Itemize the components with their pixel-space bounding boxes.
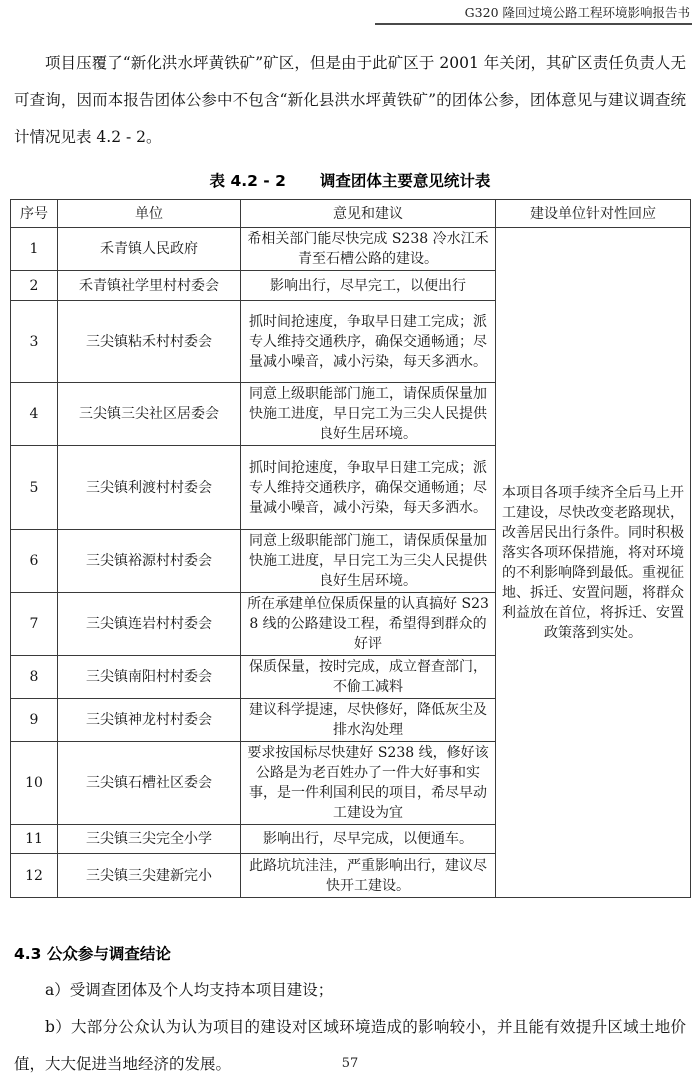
running-header bbox=[0, 0, 700, 21]
cell-serial: 5 bbox=[11, 446, 58, 530]
page-number: 57 bbox=[341, 1056, 359, 1071]
cell-opinion: 抓时间抢速度，争取早日建工完成；派专人维持交通秩序，确保交通畅通；尽量减小噪音，减小污染，每天多洒水。 bbox=[241, 446, 496, 530]
cell-opinion: 影响出行，尽早完成，以便通车。 bbox=[241, 825, 496, 854]
header-rule bbox=[375, 23, 692, 25]
cell-serial: 3 bbox=[11, 301, 58, 383]
cell-unit: 三尖镇神龙村村委会 bbox=[58, 699, 241, 742]
cell-unit: 三尖镇三尖完全小学 bbox=[58, 825, 241, 854]
cell-opinion: 建议科学提速，尽快修好，降低灰尘及排水沟处理 bbox=[241, 699, 496, 742]
cell-opinion: 所在承建单位保质保量的认真搞好 S238 线的公路建设工程，希望得到群众的好评 bbox=[241, 593, 496, 656]
cell-serial: 1 bbox=[11, 228, 58, 271]
cell-serial: 7 bbox=[11, 593, 58, 656]
cell-serial: 6 bbox=[11, 530, 58, 593]
cell-serial: 12 bbox=[11, 854, 58, 898]
cell-unit: 三尖镇南阳村村委会 bbox=[58, 656, 241, 699]
report-title: G320 隆回过境公路工程环境影响报告书 bbox=[464, 5, 690, 20]
cell-opinion: 要求按国标尽快建好 S238 线，修好该公路是为老百姓办了一件大好事和实事，是一件利国利民的项目，希尽早动工建设为宜 bbox=[241, 742, 496, 825]
cell-opinion: 希相关部门能尽快完成 S238 冷水江禾青至石槽公路的建设。 bbox=[241, 228, 496, 271]
table-caption-title: 调查团体主要意见统计表 bbox=[319, 172, 491, 190]
conclusion-item-b: b）大部分公众认为认为项目的建设对区域环境造成的影响较小，并且能有效提升区域土地价值，大大促进当地经济的发展。 bbox=[14, 1018, 686, 1073]
cell-opinion: 影响出行，尽早完工，以便出行 bbox=[241, 271, 496, 301]
column-header-response: 建设单位针对性回应 bbox=[496, 200, 691, 228]
cell-unit: 三尖镇三尖社区居委会 bbox=[58, 383, 241, 446]
cell-response-merged: 本项目各项手续齐全后马上开工建设，尽快改变老路现状，改善居民出行条件。同时积极落实各项环保措施，将对环境的不利影响降到最低。重视征地、拆迁、安置问题，将群众利益放在首位，将拆迁、安置政策落到实处。 bbox=[496, 228, 691, 898]
column-header-serial: 序号 bbox=[11, 200, 58, 228]
cell-serial: 2 bbox=[11, 271, 58, 301]
cell-unit: 三尖镇裕源村村委会 bbox=[58, 530, 241, 593]
cell-unit: 三尖镇利渡村村委会 bbox=[58, 446, 241, 530]
column-header-unit: 单位 bbox=[58, 200, 241, 228]
table-header-row bbox=[11, 200, 691, 228]
conclusion-item-a: a）受调查团体及个人均支持本项目建设； bbox=[45, 981, 334, 999]
cell-unit: 禾青镇社学里村村委会 bbox=[58, 271, 241, 301]
cell-serial: 9 bbox=[11, 699, 58, 742]
cell-unit: 三尖镇石槽社区委会 bbox=[58, 742, 241, 825]
section-heading-4-3: 4.3 公众参与调查结论 bbox=[14, 945, 171, 963]
survey-table bbox=[10, 199, 691, 898]
cell-opinion: 同意上级职能部门施工，请保质保量加快施工进度，早日完工为三尖人民提供良好生居环境。 bbox=[241, 530, 496, 593]
column-header-opinion: 意见和建议 bbox=[241, 200, 496, 228]
cell-unit: 三尖镇连岩村村委会 bbox=[58, 593, 241, 656]
cell-opinion: 保质保量，按时完成，成立督查部门，不偷工减料 bbox=[241, 656, 496, 699]
cell-serial: 11 bbox=[11, 825, 58, 854]
cell-opinion: 抓时间抢速度，争取早日建工完成；派专人维持交通秩序，确保交通畅通；尽量减小噪音，减小污染，每天多洒水。 bbox=[241, 301, 496, 383]
table-caption bbox=[0, 169, 700, 191]
cell-opinion: 同意上级职能部门施工，请保质保量加快施工进度，早日完工为三尖人民提供良好生居环境。 bbox=[241, 383, 496, 446]
cell-serial: 8 bbox=[11, 656, 58, 699]
table-caption-label: 表 4.2 - 2 bbox=[209, 172, 286, 190]
table-row bbox=[11, 228, 691, 271]
intro-paragraph: 项目压覆了“新化洪水坪黄铁矿”矿区，但是由于此矿区于 2001 年关闭，其矿区责任负责人无可查询，因而本报告团体公参中不包含“新化县洪水坪黄铁矿”的团体公参，团体意见与建议调查统计情况见表 4.2 - 2。 bbox=[14, 54, 686, 146]
cell-serial: 4 bbox=[11, 383, 58, 446]
cell-unit: 三尖镇粘禾村村委会 bbox=[58, 301, 241, 383]
cell-serial: 10 bbox=[11, 742, 58, 825]
cell-opinion: 此路坑坑洼洼，严重影响出行，建议尽快开工建设。 bbox=[241, 854, 496, 898]
cell-unit: 禾青镇人民政府 bbox=[58, 228, 241, 271]
cell-unit: 三尖镇三尖建新完小 bbox=[58, 854, 241, 898]
